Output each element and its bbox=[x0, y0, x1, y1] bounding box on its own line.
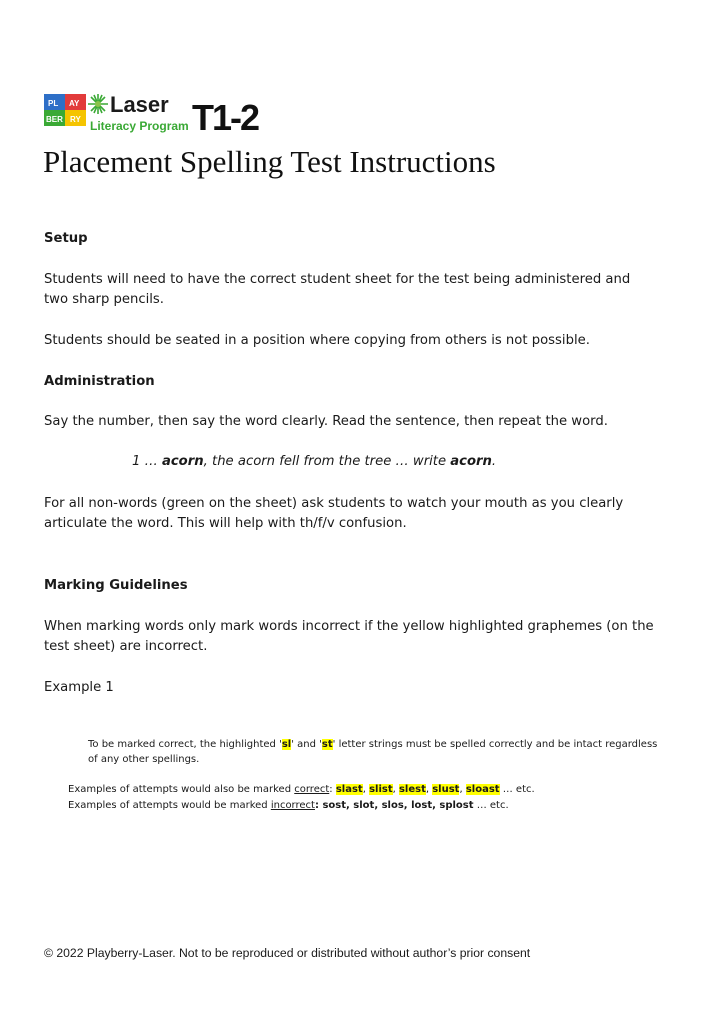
copyright-footer: © 2022 Playberry-Laser. Not to be reproduced or distributed without author’s prior consent bbox=[44, 946, 531, 960]
correct-examples: Examples of attempts would also be marked correct: slast, slist, slest, slust, sloast … etc. bbox=[68, 784, 535, 795]
marking-rule-pre: To be marked correct, the highlighted ' bbox=[88, 739, 282, 750]
correct-examples-end: … etc. bbox=[499, 784, 535, 795]
correct-example-2: slist bbox=[369, 784, 393, 795]
incorrect-label: incorrect bbox=[270, 800, 315, 811]
incorrect-examples-pre: Examples of attempts would be marked bbox=[68, 800, 271, 811]
incorrect-examples-end: … etc. bbox=[473, 800, 509, 811]
incorrect-example-list: sost, slot, slos, lost, splost bbox=[322, 800, 474, 811]
administration-paragraph-2-line-2: articulate the word. This will help with th/f/v confusion. bbox=[44, 516, 407, 531]
example-label: Example 1 bbox=[44, 680, 114, 695]
example-sentence bbox=[132, 454, 496, 469]
setup-paragraph-2: Students should be seated in a position where copying from others is not possible. bbox=[44, 333, 590, 348]
setup-heading: Setup bbox=[44, 231, 88, 246]
logo-tile-text-2: AY bbox=[69, 99, 80, 108]
example-word-repeat: acorn bbox=[450, 454, 492, 469]
logo-graphic bbox=[44, 92, 264, 134]
correct-colon: : bbox=[329, 784, 336, 795]
marking-heading: Marking Guidelines bbox=[44, 578, 188, 593]
example-number: 1 … bbox=[132, 454, 162, 469]
example-sentence-middle: , the acorn fell from the tree … write bbox=[203, 454, 451, 469]
marking-rule-line-2: of any other spellings. bbox=[88, 754, 200, 765]
marking-rule-post: ' letter strings must be spelled correctly and be intact regardless bbox=[332, 739, 658, 750]
program-logo bbox=[44, 92, 264, 134]
incorrect-examples bbox=[68, 798, 509, 814]
setup-paragraph-1-line-1: Students will need to have the correct student sheet for the test being administered and bbox=[44, 272, 631, 287]
setup-paragraph-1-line-2: two sharp pencils. bbox=[44, 292, 164, 307]
logo-tile-text-4: RY bbox=[70, 115, 81, 124]
marking-paragraph-line-1: When marking words only mark words incorrect if the yellow highlighted graphemes (on the bbox=[44, 619, 654, 634]
administration-paragraph-1: Say the number, then say the word clearly. Read the sentence, then repeat the word. bbox=[44, 414, 608, 429]
example-sentence-end: . bbox=[491, 454, 497, 469]
page-title: Placement Spelling Test Instructions bbox=[43, 144, 496, 179]
correct-example-4: slust bbox=[432, 784, 460, 795]
example-word: acorn bbox=[161, 454, 204, 469]
administration-paragraph-2-line-1: For all non-words (green on the sheet) ask students to watch your mouth as you clearly bbox=[44, 496, 624, 511]
correct-example-5: sloast bbox=[465, 784, 500, 795]
correct-example-1: slast bbox=[335, 784, 363, 795]
correct-example-3: slest bbox=[398, 784, 426, 795]
logo-tile-text-1: PL bbox=[48, 99, 59, 108]
laser-burst-center bbox=[95, 101, 101, 107]
incorrect-colon: : bbox=[314, 800, 323, 811]
marking-paragraph-line-2: test sheet) are incorrect. bbox=[44, 639, 208, 654]
correct-examples-pre: Examples of attempts would also be marked bbox=[68, 784, 295, 795]
logo-level: T1-2 bbox=[192, 97, 259, 134]
logo-brand: Laser bbox=[110, 92, 169, 117]
highlight-sl: sl bbox=[281, 739, 292, 750]
marking-rule-line-1 bbox=[88, 737, 657, 753]
logo-tile-text-3: BER bbox=[46, 115, 63, 124]
correct-label: correct bbox=[294, 784, 330, 795]
marking-rule-mid: ' and ' bbox=[291, 739, 322, 750]
logo-tagline: Literacy Program bbox=[90, 119, 189, 133]
administration-heading: Administration bbox=[44, 374, 155, 389]
highlight-st: st bbox=[321, 739, 333, 750]
